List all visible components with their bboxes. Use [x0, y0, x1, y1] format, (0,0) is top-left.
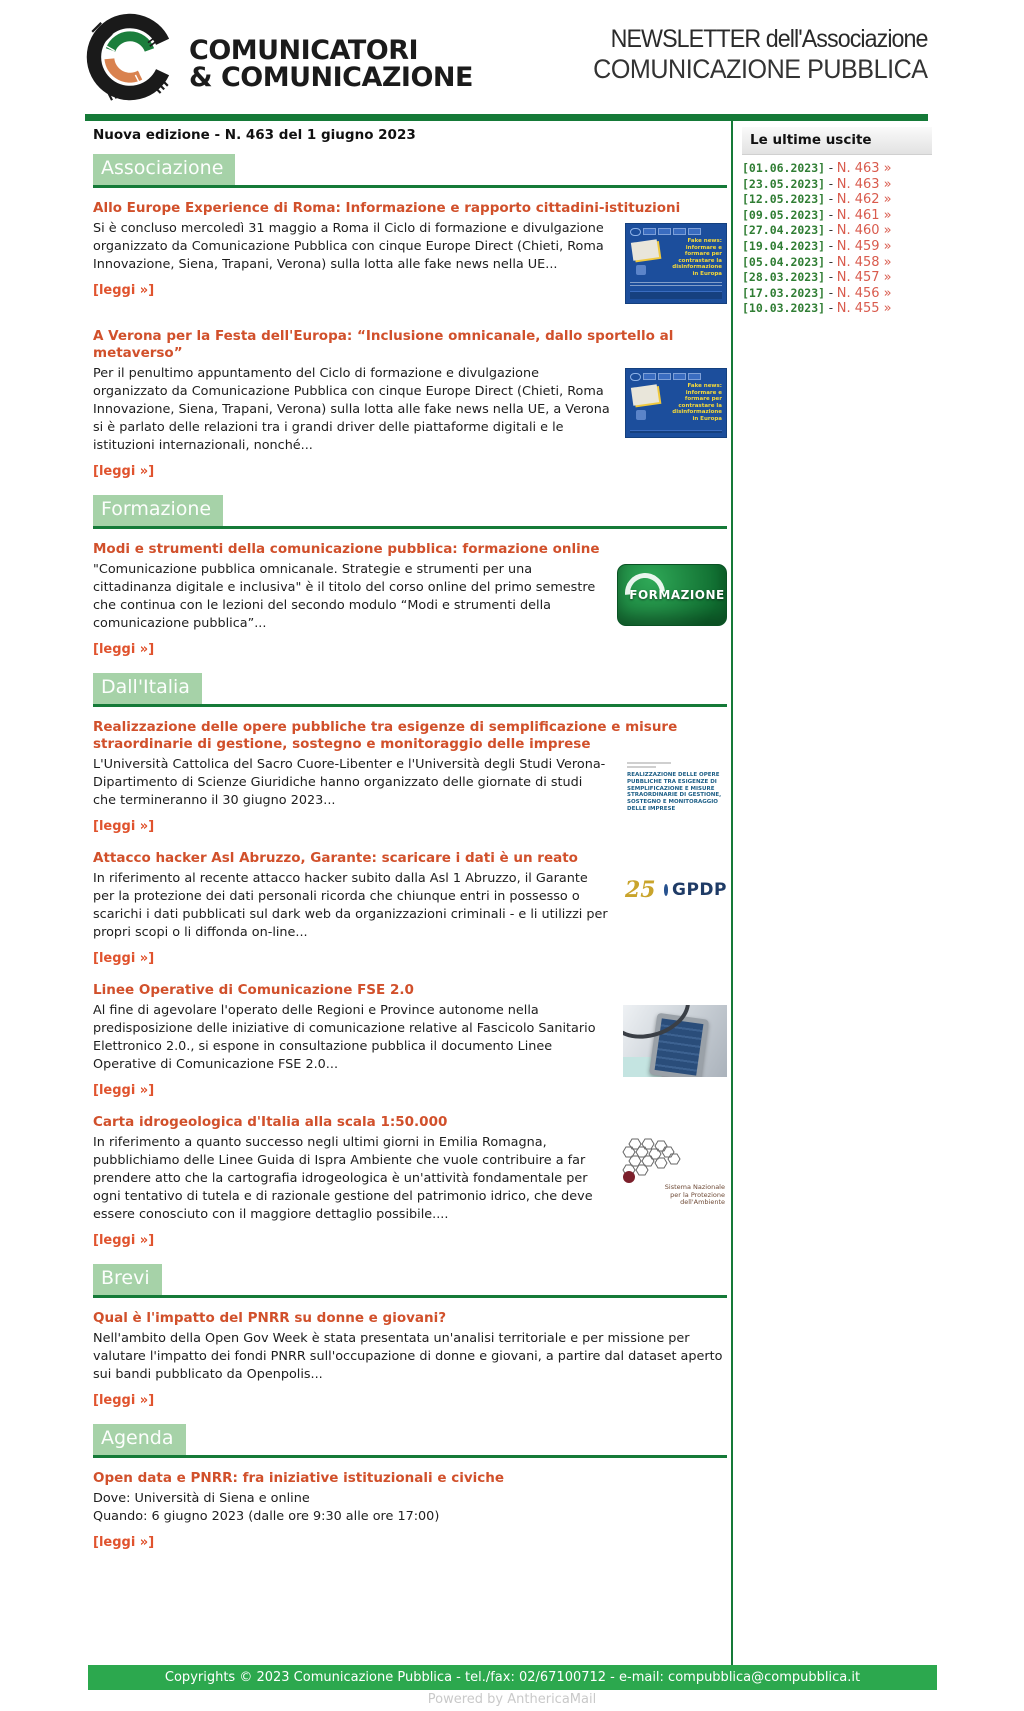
article-body: "Comunicazione pubblica omnicanale. Strategie e strumenti per una cittadinanza digitale e inclusiva" è il titolo del corso online del primo semestre che continua con le lezioni del secondo modulo “Modi e strumenti della comunicazione pubblica”...	[93, 562, 596, 631]
footer-copyright-bar: Copyrights © 2023 Comunicazione Pubblica - tel./fax: 02/67100712 - e-mail: compubblica@compubblica.it	[88, 1665, 937, 1690]
issue-link[interactable]: N. 463 »	[836, 161, 892, 176]
issue-link[interactable]: N. 458 »	[836, 254, 892, 270]
article-body: Si è concluso mercoledì 31 maggio a Roma il Ciclo di formazione e divulgazione organizzato da Comunicazione Pubblica con cinque Europe Direct (Chieti, Roma Innovazione, Siena, Trapani, Verona) sulla lotta alle fake news nella UE...	[93, 221, 604, 272]
sidebar-issue-row	[742, 255, 932, 271]
issue-date: [23.05.2023]	[742, 176, 826, 191]
event-location: Dove: Università di Siena e online	[93, 1491, 310, 1506]
article-title-link[interactable]: Attacco hacker Asl Abruzzo, Garante: scaricare i dati è un reato	[93, 850, 578, 866]
read-more-link[interactable]: [leggi »]	[93, 1083, 155, 1098]
issue-date: [12.05.2023]	[742, 192, 826, 207]
poster-decorations	[630, 228, 722, 235]
article-thumbnail-fse-photo[interactable]	[623, 1005, 727, 1077]
poster-illustration	[630, 383, 669, 422]
article-title-link[interactable]: Allo Europe Experience di Roma: Informazione e rapporto cittadini-istituzioni	[93, 200, 681, 216]
separator: -	[828, 207, 834, 222]
section-chip: Formazione	[93, 495, 223, 526]
poster-caption: Fake news: informare e formare per contrastare la disinformazione in Europa	[672, 383, 722, 422]
article-thumbnail-gpdp-logo[interactable]	[625, 876, 727, 904]
article-thumbnail-fake-news[interactable]	[625, 368, 727, 438]
cover-fineprint	[627, 766, 656, 768]
sidebar-issue-row	[742, 223, 932, 239]
separator: -	[828, 176, 834, 191]
newsletter-title-line2: COMUNICAZIONE PUBBLICA	[593, 54, 928, 84]
brand-wordmark-line2: & COMUNICAZIONE	[189, 62, 473, 93]
article	[93, 1114, 727, 1248]
issue-date: [09.05.2023]	[742, 207, 826, 222]
read-more-link[interactable]: [leggi »]	[93, 1233, 155, 1248]
separator: -	[828, 192, 834, 207]
issue-date: [28.03.2023]	[742, 270, 826, 285]
poster-caption: Fake news: informare e formare per contrastare la disinformazione in Europa	[672, 238, 722, 277]
read-more-link[interactable]: [leggi »]	[93, 283, 155, 298]
article-title-link[interactable]: Realizzazione delle opere pubbliche tra esigenze di semplificazione e misure straordinarie di gestione, sostegno e monitoraggio delle imprese	[93, 719, 678, 752]
poster-fineprint	[630, 425, 722, 427]
sidebar-issue-row	[742, 270, 932, 286]
section-chip: Brevi	[93, 1264, 162, 1295]
separator: -	[828, 238, 834, 253]
sidebar-issue-row	[742, 239, 932, 255]
sidebar-issue-row	[742, 192, 932, 208]
sidebar-issue-row	[742, 161, 932, 177]
section-header-associazione	[93, 154, 727, 188]
read-more-link[interactable]: [leggi »]	[93, 951, 155, 966]
edition-title: Nuova edizione - N. 463 del 1 giugno 2023	[93, 127, 416, 143]
newsletter-title	[594, 24, 928, 85]
read-more-link[interactable]: [leggi »]	[93, 1393, 155, 1408]
article-title-link[interactable]: A Verona per la Festa dell'Europa: “Inclusione omnicanale, dallo sportello al metaverso”	[93, 328, 674, 361]
issue-link[interactable]: N. 462 »	[836, 192, 892, 208]
main-column	[93, 127, 727, 1566]
sidebar-issue-row	[742, 177, 932, 193]
article	[93, 1310, 727, 1408]
section-chip: Agenda	[93, 1424, 186, 1455]
article-body: In riferimento a quanto successo negli ultimi giorni in Emilia Romagna, pubblichiamo delle Linee Guida di Ispra Ambiente che vuole contribuire a far prendere atto che la cartografia idrogeologica è un'attività fondamentale per ogni tentativo di tutela e di razionale gestione del patrimonio idrico, che deve essere conosciuto con il maggiore dettaglio possibile....	[93, 1135, 593, 1222]
poster-footer-strip	[630, 291, 722, 299]
sidebar-issue-row	[742, 301, 932, 317]
article-body: In riferimento al recente attacco hacker subito dalla Asl 1 Abruzzo, il Garante per la protezione dei dati personali ricorda che chiunque entri in possesso o scarichi i dati pubblicati sul dark web da organizzazioni criminali - e li utilizzi per propri scopi o li diffonda on-line...	[93, 871, 608, 940]
article-title-link[interactable]: Modi e strumenti della comunicazione pubblica: formazione online	[93, 541, 600, 557]
issue-link[interactable]: N. 463 »	[836, 176, 892, 192]
issue-date: [27.04.2023]	[742, 223, 826, 238]
sidebar-latest-issues	[742, 127, 932, 317]
issue-link[interactable]: N. 457 »	[836, 270, 892, 286]
article-body: Al fine di agevolare l'operato delle Regioni e Province autonome nella predisposizione delle iniziative di comunicazione relative al Fascicolo Sanitario Elettronico 2.0., si espone in consultazione pubblica il documento Linee Operative di Comunicazione FSE 2.0...	[93, 1003, 596, 1072]
issue-date: [01.06.2023]	[742, 161, 826, 175]
cover-fineprint	[627, 762, 671, 764]
article	[93, 982, 727, 1098]
article-title-link[interactable]: Qual è l'impatto del PNRR su donne e giovani?	[93, 1310, 447, 1326]
separator: -	[828, 254, 834, 269]
issue-date: [05.04.2023]	[742, 254, 826, 269]
poster-footer-strip	[630, 430, 722, 433]
gpdp-25-anniversary: 25	[625, 877, 656, 903]
formazione-badge-label: FORMAZIONE	[629, 588, 725, 602]
issue-link[interactable]: N. 460 »	[836, 223, 892, 239]
article	[93, 850, 727, 966]
article	[93, 719, 727, 834]
issue-link[interactable]: N. 455 »	[836, 301, 892, 317]
separator: -	[828, 223, 834, 238]
section-header-dallitalia	[93, 673, 727, 707]
read-more-link[interactable]: [leggi »]	[93, 1535, 155, 1550]
newsletter-title-line1: NEWSLETTER dell'Associazione	[611, 25, 928, 53]
article-body: Nell'ambito della Open Gov Week è stata presentata un'analisi territoriale e per missione per valutare l'impatto dei fondi PNRR sull'occupazione di donne e giovani, a partire dal dataset aperto sui bandi pubblicato da Openpolis...	[93, 1331, 723, 1382]
article-thumbnail-opere-pubbliche[interactable]	[623, 759, 727, 813]
column-divider	[731, 121, 733, 1665]
sidebar-issue-row	[742, 208, 932, 224]
article	[93, 1470, 727, 1550]
poster-illustration	[630, 238, 669, 277]
brand-wordmark-line1: COMUNICATORI	[189, 35, 419, 66]
poster-decorations	[630, 373, 722, 380]
issue-link[interactable]: N. 459 »	[836, 238, 892, 254]
read-more-link[interactable]: [leggi »]	[93, 642, 155, 657]
article-title-link[interactable]: Open data e PNRR: fra iniziative istituzionali e civiche	[93, 1470, 505, 1486]
article-body: L'Università Cattolica del Sacro Cuore-Libenter e l'Università degli Studi Verona-Dipartimento di Scienze Giuridiche hanno organizzato delle giornate di studi che termineranno il 30 giugno 2023...	[93, 757, 606, 808]
poster-fineprint	[630, 280, 722, 288]
issue-date: [17.03.2023]	[742, 285, 826, 300]
separator: -	[828, 285, 834, 300]
issue-date: [10.03.2023]	[742, 301, 826, 316]
powered-by-line: Powered by AnthericaMail	[427, 1692, 597, 1707]
article	[93, 200, 727, 312]
article-title-link[interactable]: Linee Operative di Comunicazione FSE 2.0	[93, 982, 414, 998]
separator: -	[828, 270, 834, 285]
article-title-link[interactable]: Carta idrogeologica d'Italia alla scala 1:50.000	[93, 1114, 448, 1130]
comunicatori-logo-icon	[85, 12, 175, 102]
article-thumbnail-formazione[interactable]	[617, 564, 727, 626]
snpa-wordmark: Sistema Nazionale per la Protezione dell'Ambiente	[664, 1183, 725, 1207]
read-more-link[interactable]: [leggi »]	[93, 819, 155, 834]
issue-link[interactable]: N. 461 »	[836, 207, 892, 223]
tablet-shape	[649, 1013, 709, 1077]
issue-date: [19.04.2023]	[742, 238, 826, 253]
article	[93, 541, 727, 657]
gpdp-emblem-icon	[664, 884, 668, 896]
cover-title-text: REALIZZAZIONE DELLE OPERE PUBBLICHE TRA ESIGENZE DI SEMPLIFICAZIONE E MISURE STRAORDINARIE DI GESTIONE, SOSTEGNO E MONITORAGGIO DELLE IMPRESE	[627, 772, 722, 812]
section-chip: Dall'Italia	[93, 673, 202, 704]
gpdp-wordmark: GPDP	[672, 880, 727, 900]
section-header-brevi	[93, 1264, 727, 1298]
top-green-bar	[85, 114, 928, 121]
article-thumbnail-fake-news[interactable]	[625, 223, 727, 304]
article-body: Per il penultimo appuntamento del Ciclo di formazione e divulgazione organizzato da Comunicazione Pubblica con cinque Europe Direct (Chieti, Roma Innovazione, Siena, Trapani, Verona) sulla lotta alle fake news nella UE, a Verona si è parlato delle relazioni tra i grandi driver delle piattaforme digitali e le istituzioni internazionali, nonché...	[93, 366, 610, 453]
issue-link[interactable]: N. 456 »	[836, 285, 892, 301]
sidebar-issue-row	[742, 286, 932, 302]
section-chip: Associazione	[93, 154, 235, 185]
section-header-formazione	[93, 495, 727, 529]
brand-logo	[85, 12, 473, 102]
separator: -	[828, 161, 834, 175]
article-thumbnail-snpa-logo[interactable]	[615, 1137, 727, 1215]
section-header-agenda	[93, 1424, 727, 1458]
separator: -	[828, 301, 834, 316]
event-datetime: Quando: 6 giugno 2023 (dalle ore 9:30 alle ore 17:00)	[93, 1509, 440, 1524]
header	[85, 12, 928, 102]
brand-wordmark	[189, 37, 473, 91]
sidebar-title: Le ultime uscite	[742, 127, 932, 155]
article	[93, 328, 727, 479]
sidebar-list	[742, 161, 932, 317]
read-more-link[interactable]: [leggi »]	[93, 464, 155, 479]
